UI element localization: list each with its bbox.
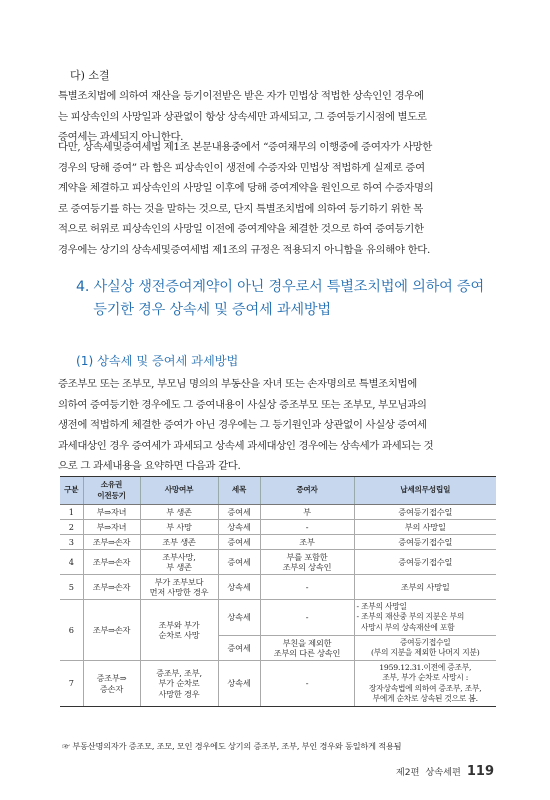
cell-no: 1 — [60, 505, 83, 520]
cell-date: 증여등기접수일 — [354, 505, 496, 520]
cell-date: - 조부의 사망일 - 조부의 재산중 부의 지분은 부의 사망시 부의 상속재산에 포함 — [354, 600, 496, 636]
table-row — [60, 600, 496, 636]
cell-no: 6 — [60, 600, 83, 661]
text-line: 의하여 증여등기한 경우에도 그 증여내용이 사실상 증조부모 또는 조부모, 부모님과의 — [58, 398, 427, 411]
header-cell: 사망여부 — [140, 477, 218, 505]
cell-death: 조부와 부가 순차로 사망 — [140, 600, 218, 661]
cell-transfer: 부⇒자녀 — [83, 520, 140, 535]
text-line: 경우에는 상기의 상속세및증여세법 제1조의 규정은 적용되지 아니함을 유의해야 한다. — [58, 243, 430, 256]
paragraph-method — [58, 374, 494, 477]
cell-date: 증여등기접수일 — [354, 535, 496, 550]
cell-death: 부 생존 — [140, 505, 218, 520]
cell-no: 4 — [60, 550, 83, 575]
text-line: 과세대상인 경우 증여세가 과세되고 상속세 과세대상인 경우에는 상속세가 과세되는 것 — [58, 439, 434, 452]
header-cell: 세목 — [218, 477, 260, 505]
table-row — [60, 505, 496, 520]
cell-transfer: 조부⇒손자 — [83, 600, 140, 661]
subsection-title: (1) 상속세 및 증여세 과세방법 — [76, 354, 239, 368]
text-line: 다만, 상속세및증여세법 제1조 본문내용중에서 “증여채무의 이행중에 증여자가 사망한 — [58, 141, 432, 153]
cell-death: 조부사망, 부 생존 — [140, 550, 218, 575]
table-row — [60, 535, 496, 550]
cell-no: 7 — [60, 661, 83, 707]
cell-tax: 상속세 — [218, 600, 260, 636]
cell-donor: - — [260, 520, 354, 535]
tax-summary-table — [60, 476, 496, 707]
cell-no: 3 — [60, 535, 83, 550]
cell-donor: 부친을 제외한 조부의 다른 상속인 — [260, 636, 354, 661]
cell-transfer: 조부⇒손자 — [83, 550, 140, 575]
text-line: 생전에 적법하게 체결한 증여가 아닌 경우에는 그 등기원인과 상관없이 사실상 증여세 — [58, 419, 427, 432]
cell-death: 증조부, 조부, 부가 순차로 사망한 경우 — [140, 661, 218, 707]
cell-donor: - — [260, 600, 354, 636]
cell-no: 5 — [60, 575, 83, 600]
table-row — [60, 520, 496, 535]
text-line: 계약을 체결하고 피상속인의 사망일 이후에 당해 증여계약을 원인으로 하여 수증자명의 — [58, 182, 434, 195]
text-line: 증조부모 또는 조부모, 부모님 명의의 부동산을 자녀 또는 손자명의로 특별조치법에 — [58, 378, 417, 390]
header-cell: 납세의무성립일 — [354, 477, 496, 505]
cell-donor: - — [260, 661, 354, 707]
cell-death: 부 사망 — [140, 520, 218, 535]
cell-tax: 상속세 — [218, 520, 260, 535]
text-line: 경우의 당해 증여” 라 함은 피상속인이 생전에 수증자와 민법상 적법하게 실제로 증여 — [58, 161, 425, 174]
header-cell: 구분 — [60, 477, 83, 505]
subsection-heading: 다) 소결 — [70, 69, 110, 82]
section-heading — [76, 276, 506, 322]
cell-date: 부의 사망일 — [354, 520, 496, 535]
cell-death: 조부 생존 — [140, 535, 218, 550]
cell-transfer: 증조부⇒ 증손자 — [83, 661, 140, 707]
cell-donor: 부 — [260, 505, 354, 520]
text-line: 으로 그 과세내용을 요약하면 다음과 같다. — [58, 460, 241, 473]
cell-tax: 상속세 — [218, 661, 260, 707]
cell-tax: 증여세 — [218, 535, 260, 550]
text-line: 는 피상속인의 사망일과 상관없이 항상 상속세만 과세되고, 그 증여등기시점에 별도로 — [58, 110, 427, 123]
cell-tax: 증여세 — [218, 636, 260, 661]
header-cell: 소유권 이전등기 — [83, 477, 140, 505]
paragraph-conclusion-2 — [58, 137, 494, 261]
table-row — [60, 661, 496, 707]
cell-date: 조부의 사망일 — [354, 575, 496, 600]
table-header-row — [60, 477, 496, 505]
text-line: 증여세는 과세되지 아니한다. — [58, 131, 184, 144]
footer-section-title: 제2편 상속세편 — [395, 767, 461, 778]
cell-donor: 조부 — [260, 535, 354, 550]
page-number: 119 — [466, 764, 494, 779]
header-cell: 증여자 — [260, 477, 354, 505]
cell-donor: - — [260, 575, 354, 600]
cell-transfer: 조부⇒손자 — [83, 535, 140, 550]
cell-tax: 증여세 — [218, 505, 260, 520]
table-footnote: ☞ 부동산명의자가 증조모, 조모, 모인 경우에도 상기의 증조부, 조부, 부인 경우와 동일하게 적용됨 — [62, 741, 402, 751]
table-row — [60, 550, 496, 575]
table-row — [60, 575, 496, 600]
cell-date: 증여등기접수일 — [354, 550, 496, 575]
cell-death: 부가 조부보다 먼저 사망한 경우 — [140, 575, 218, 600]
cell-no: 2 — [60, 520, 83, 535]
section-heading-line: 등기한 경우 상속세 및 증여세 과세방법 — [76, 302, 331, 318]
cell-tax: 증여세 — [218, 550, 260, 575]
page-footer — [396, 764, 494, 779]
cell-transfer: 조부⇒손자 — [83, 575, 140, 600]
cell-date: 증여등기접수일 (부의 지분을 제외한 나머지 지분) — [354, 636, 496, 661]
cell-donor: 부를 포함한 조부의 상속인 — [260, 550, 354, 575]
text-line: 특별조치법에 의하여 재산을 등기이전받은 받은 자가 민법상 적법한 상속인인 경우에 — [58, 90, 424, 102]
cell-transfer: 부⇒자녀 — [83, 505, 140, 520]
text-line: 로 증여등기를 하는 것을 말하는 것으로, 단지 특별조치법에 의하여 등기하기 위한 목 — [58, 202, 423, 215]
section-heading-line: 4. 사실상 생전증여계약이 아닌 경우로서 특별조치법에 의하여 증여 — [76, 279, 484, 295]
cell-tax: 상속세 — [218, 575, 260, 600]
text-line: 적으로 허위로 피상속인의 사망일 이전에 증여계약을 체결한 것으로 하여 증여등기한 — [58, 223, 424, 236]
cell-date: 1959.12.31.이전에 증조부, 조부, 부가 순차로 사망시 : 장자상속법에 의하여 증조부, 조부, 부에게 순차로 상속된 것으로 봄. — [354, 661, 496, 707]
